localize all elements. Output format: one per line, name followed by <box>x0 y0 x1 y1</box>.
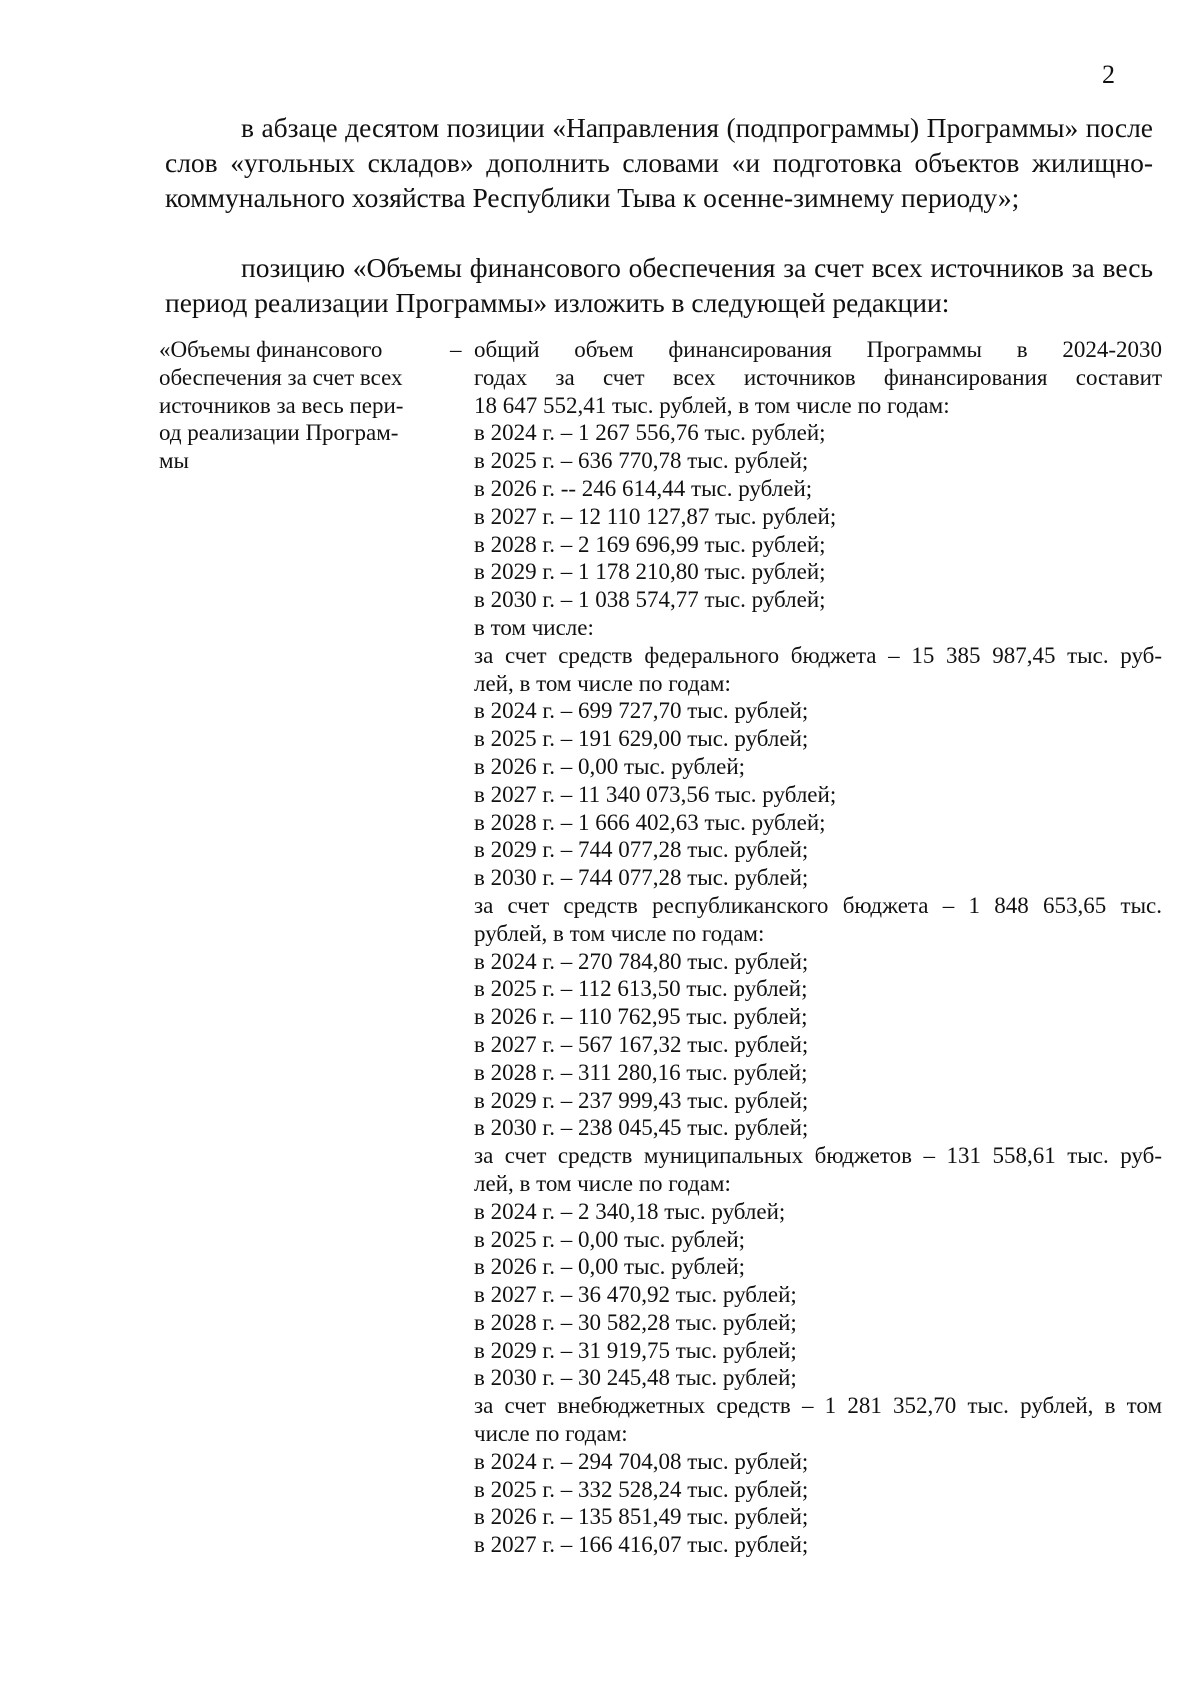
financing-line: в 2028 г. – 30 582,28 тыс. рублей; <box>474 1309 797 1335</box>
financing-line: в 2026 г. – 135 851,49 тыс. рублей; <box>474 1504 809 1530</box>
financing-line: в 2029 г. – 1 178 210,80 тыс. рублей; <box>474 559 826 585</box>
financing-line: в 2025 г. – 332 528,24 тыс. рублей; <box>474 1476 809 1502</box>
financing-line: в 2027 г. – 166 416,07 тыс. рублей; <box>474 1532 809 1558</box>
amendment-paragraph-2: позицию «Объемы финансового обеспечения за счет всех источников за весь период реализации Программы» изложить в следующей редакции: <box>165 252 1153 318</box>
financing-line: в 2029 г. – 31 919,75 тыс. рублей; <box>474 1337 797 1363</box>
financing-line: в том числе: <box>474 614 594 640</box>
financing-line: в 2030 г. – 1 038 574,77 тыс. рублей; <box>474 587 826 613</box>
financing-line: в 2028 г. – 2 169 696,99 тыс. рублей; <box>474 531 826 557</box>
financing-line: рублей, в том числе по годам: <box>474 920 765 946</box>
financing-line: за счет внебюджетных средств – 1 281 352,70 тыс. рублей, в том <box>474 1393 1162 1419</box>
financing-line: в 2024 г. – 1 267 556,76 тыс. рублей; <box>474 420 826 446</box>
financing-line: в 2025 г. – 636 770,78 тыс. рублей; <box>474 448 809 474</box>
financing-line: в 2029 г. – 744 077,28 тыс. рублей; <box>474 837 809 863</box>
financing-line: за счет средств муниципальных бюджетов – 131 558,61 тыс. руб- <box>474 1143 1162 1169</box>
position-title-line: мы <box>159 448 190 474</box>
financing-line: в 2024 г. – 270 784,80 тыс. рублей; <box>474 948 809 974</box>
financing-line: в 2030 г. – 30 245,48 тыс. рублей; <box>474 1365 797 1391</box>
financing-details <box>474 336 1162 1559</box>
financing-line: в 2027 г. – 11 340 073,56 тыс. рублей; <box>474 781 837 807</box>
amendment-paragraph-1: в абзаце десятом позиции «Направления (подпрограммы) Программы» после слов «угольных складов» дополнить словами «и подготовка объектов жилищно-коммунального хозяйства Республики Тыва к осенне-зимнему периоду»; <box>165 112 1153 213</box>
financing-line: за счет средств федерального бюджета – 15 385 987,45 тыс. руб- <box>474 642 1162 668</box>
financing-line: в 2024 г. – 294 704,08 тыс. рублей; <box>474 1448 809 1474</box>
financing-line: в 2024 г. – 699 727,70 тыс. рублей; <box>474 698 809 724</box>
separator-dash: – <box>450 337 462 362</box>
financing-line: числе по годам: <box>474 1421 628 1447</box>
page-number: 2 <box>1102 60 1115 89</box>
financing-line: в 2026 г. – 110 762,95 тыс. рублей; <box>474 1004 808 1030</box>
financing-line: в 2030 г. – 744 077,28 тыс. рублей; <box>474 865 809 891</box>
financing-line: общий объем финансирования Программы в 2024-2030 <box>474 337 1162 362</box>
financing-line: лей, в том числе по годам: <box>474 1170 731 1196</box>
position-title <box>159 336 429 475</box>
financing-line: в 2026 г. – 0,00 тыс. рублей; <box>474 753 746 779</box>
financing-line: в 2025 г. – 191 629,00 тыс. рублей; <box>474 726 809 752</box>
financing-line: годах за счет всех источников финансирования составит <box>474 364 1162 390</box>
financing-line: в 2030 г. – 238 045,45 тыс. рублей; <box>474 1115 809 1141</box>
financing-line: в 2026 г. -- 246 614,44 тыс. рублей; <box>474 475 813 501</box>
financing-line: в 2027 г. – 567 167,32 тыс. рублей; <box>474 1031 809 1057</box>
financing-line: в 2024 г. – 2 340,18 тыс. рублей; <box>474 1198 786 1224</box>
financing-line: в 2025 г. – 0,00 тыс. рублей; <box>474 1226 746 1252</box>
financing-line: в 2025 г. – 112 613,50 тыс. рублей; <box>474 976 808 1002</box>
position-title-line: обеспечения за счет всех <box>159 364 403 390</box>
position-title-line: «Объемы финансового <box>159 337 383 362</box>
financing-line: за счет средств республиканского бюджета – 1 848 653,65 тыс. <box>474 892 1162 918</box>
financing-line: в 2026 г. – 0,00 тыс. рублей; <box>474 1254 746 1280</box>
financing-line: в 2028 г. – 311 280,16 тыс. рублей; <box>474 1059 808 1085</box>
financing-line: в 2028 г. – 1 666 402,63 тыс. рублей; <box>474 809 826 835</box>
position-title-line: од реализации Програм- <box>159 420 399 446</box>
financing-line: лей, в том числе по годам: <box>474 670 731 696</box>
financing-line: в 2027 г. – 12 110 127,87 тыс. рублей; <box>474 503 837 529</box>
position-title-line: источников за весь пери- <box>159 392 404 418</box>
financing-line: в 2027 г. – 36 470,92 тыс. рублей; <box>474 1282 797 1308</box>
financing-line: 18 647 552,41 тыс. рублей, в том числе по годам: <box>474 392 950 418</box>
financing-line: в 2029 г. – 237 999,43 тыс. рублей; <box>474 1087 809 1113</box>
